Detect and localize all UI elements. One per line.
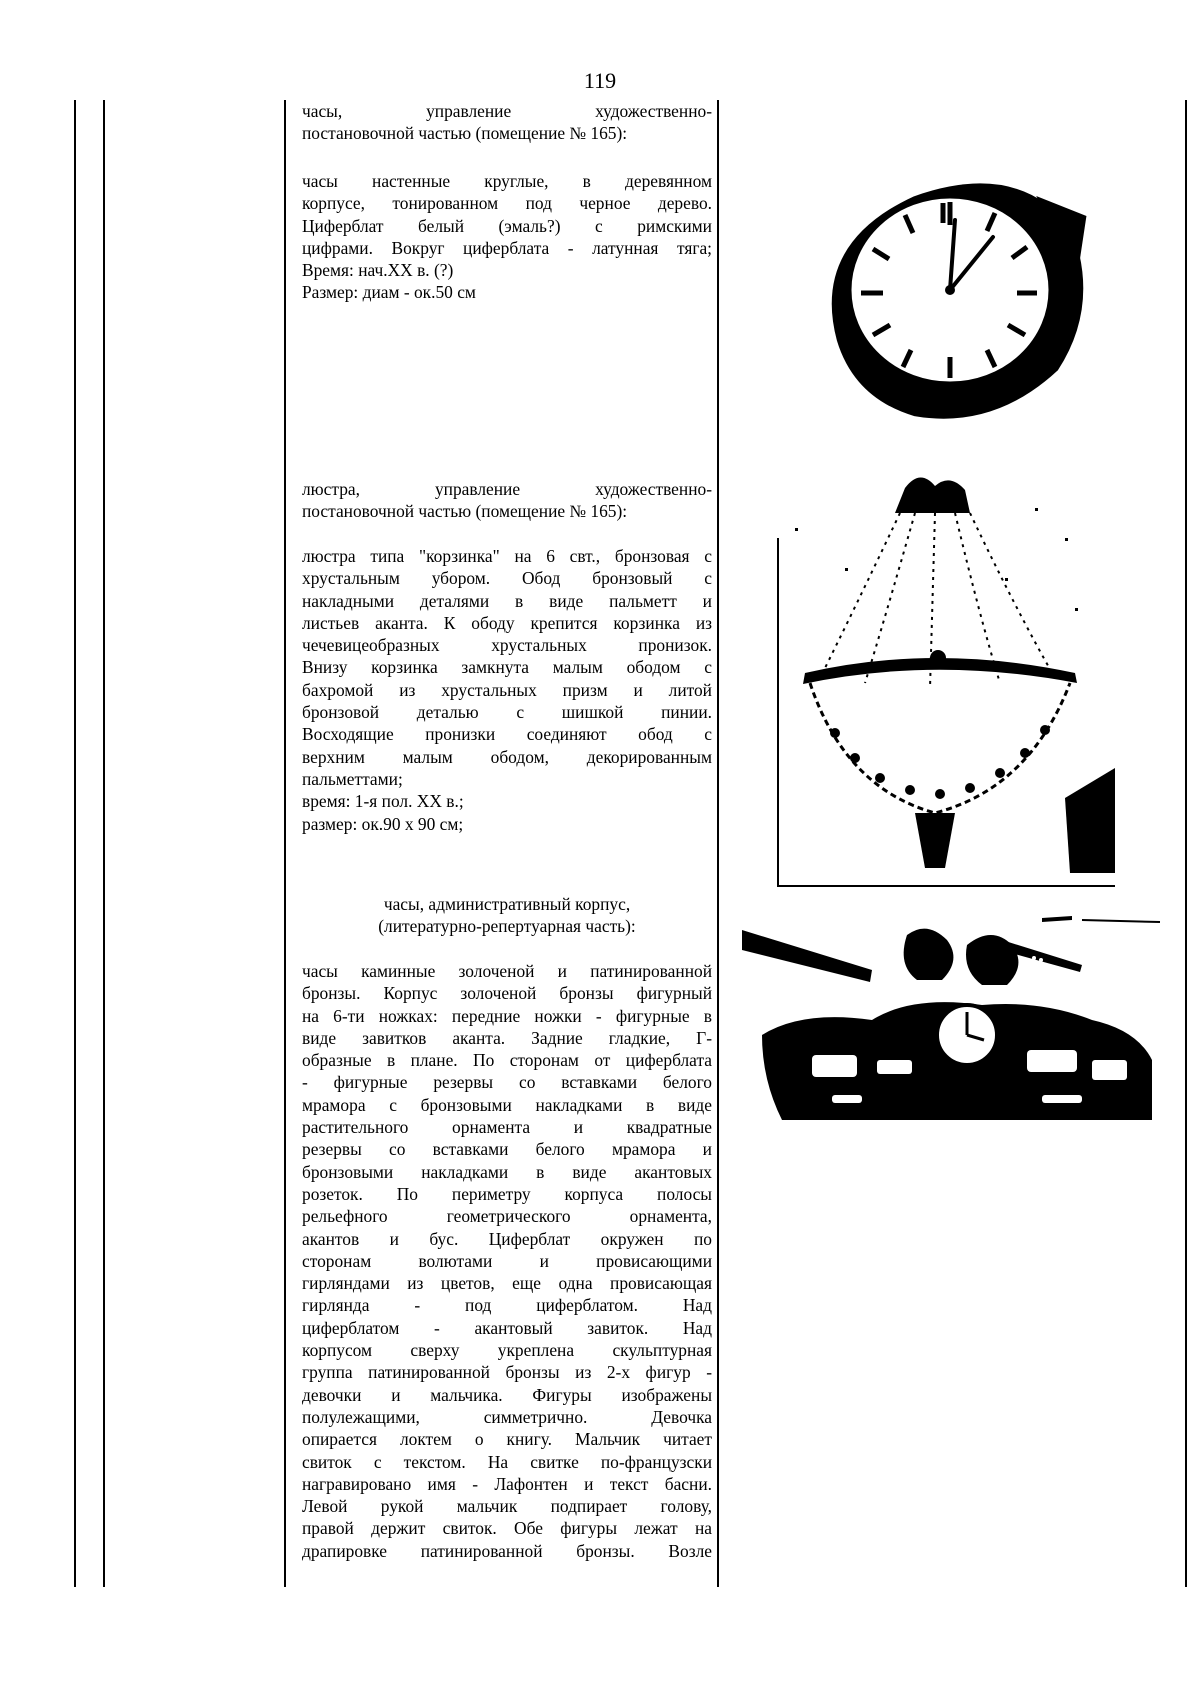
text-line: растительного орнамента и квадратные [302,1117,712,1138]
text-line: опирается локтем о книгу. Мальчик читает [302,1429,712,1450]
page-number: 119 [583,68,617,93]
text-line: корпусом сверху укреплена скульптурная [302,1340,712,1361]
text-line: люстра типа "корзинка" на 6 свт., бронзовая с [302,546,712,566]
text-line: виде завитков аканта. Задние гладкие, Г- [302,1027,712,1048]
text-line: образные в плане. По сторонам от циферблата [302,1050,712,1071]
text-line: время: 1-я пол. XX в.; [302,791,464,812]
text-line: бронзы. Корпус золоченой бронзы фигурный [302,983,712,1004]
item-mantel-clock-heading [302,893,712,938]
table-rule-left-outer [74,100,76,1587]
heading-line: (литературно-репертуарная часть): [378,916,636,937]
text-line: - фигурные резервы со вставками белого [302,1072,712,1093]
item-wall-clock-description [302,170,712,304]
text-line: свиток с текстом. На свитке по-французски [302,1451,712,1472]
item-chandelier-heading [302,478,712,523]
table-rule-text-left [284,100,286,1587]
text-line: часы настенные круглые, в деревянном [302,171,712,191]
text-line: рельефного геометрического орнамента, [302,1206,712,1227]
text-line: бронзовой деталью с шишкой пинии. [302,702,712,723]
mantel-clock-photo [742,910,1162,1120]
heading-line: часы, управление художественно- [302,101,712,121]
text-line: драпировке патинированной бронзы. Возле [302,1540,712,1561]
heading-line: часы, административный корпус, [383,894,631,914]
text-line: бронзовыми накладками в виде акантовых [302,1161,712,1182]
text-line: хрустальным убором. Обод бронзовый с [302,568,712,589]
heading-line: постановочной частью (помещение № 165): [302,501,628,522]
text-line: накладными деталями в виде пальметт и [302,590,712,611]
text-line: правой держит свиток. Обе фигуры лежат на [302,1518,712,1539]
table-rule-left-inner [103,100,105,1587]
heading-line: люстра, управление художественно- [302,479,712,499]
text-line: цифрами. Вокруг циферблата - латунная тяга; [302,237,712,258]
text-line: Внизу корзинка замкнута малым ободом с [302,657,712,678]
text-line: Циферблат белый (эмаль?) с римскими [302,215,712,236]
text-line: чечевицеобразных хрустальных пронизок. [302,635,712,656]
text-line: листьев аканта. К ободу крепится корзинка из [302,612,712,633]
text-line: мрамора с бронзовыми накладками в виде [302,1094,712,1115]
item-chandelier-description [302,545,712,835]
text-line: Восходящие пронизки соединяют обод с [302,724,712,745]
item-wall-clock-heading [302,100,712,145]
text-line: циферблатом - акантовый завиток. Над [302,1317,712,1338]
text-line: группа патинированной бронзы из 2-х фигур - [302,1362,712,1383]
wall-clock-photo [815,175,1105,420]
text-line: девочки и мальчика. Фигуры изображены [302,1384,712,1405]
text-line: акантов и бус. Циферблат окружен по [302,1228,712,1249]
text-line: сторонам волютами и провисающими [302,1250,712,1271]
text-line: пальметтами; [302,768,403,789]
text-line: часы каминные золоченой и патинированной [302,961,712,981]
table-rule-right-outer [1185,100,1187,1587]
text-line: Время: нач.XX в. (?) [302,260,454,281]
text-line: на 6-ти ножках: передние ножки - фигурные в [302,1005,712,1026]
text-line: гирляндами из цветов, еще одна провисающая [302,1273,712,1294]
text-line: гирлянда - под циферблатом. Над [302,1295,712,1316]
text-line: награвировано имя - Лафонтен и текст басни. [302,1473,712,1494]
chandelier-photo [775,468,1125,893]
item-mantel-clock-description [302,960,712,1562]
text-line: Левой рукой мальчик подпирает голову, [302,1496,712,1517]
table-rule-text-right [717,100,719,1587]
text-line: розеток. По периметру корпуса полосы [302,1183,712,1204]
text-line: бахромой из хрустальных призм и литой [302,679,712,700]
text-line: верхним малым ободом, декорированным [302,746,712,767]
text-line: полулежащими, симметрично. Девочка [302,1406,712,1427]
text-line: резервы со вставками белого мрамора и [302,1139,712,1160]
text-line: Размер: диам - ок.50 см [302,282,476,303]
heading-line: постановочной частью (помещение № 165): [302,123,628,144]
text-line: размер: ок.90 х 90 см; [302,813,464,834]
text-line: корпусе, тонированном под черное дерево. [302,193,712,214]
